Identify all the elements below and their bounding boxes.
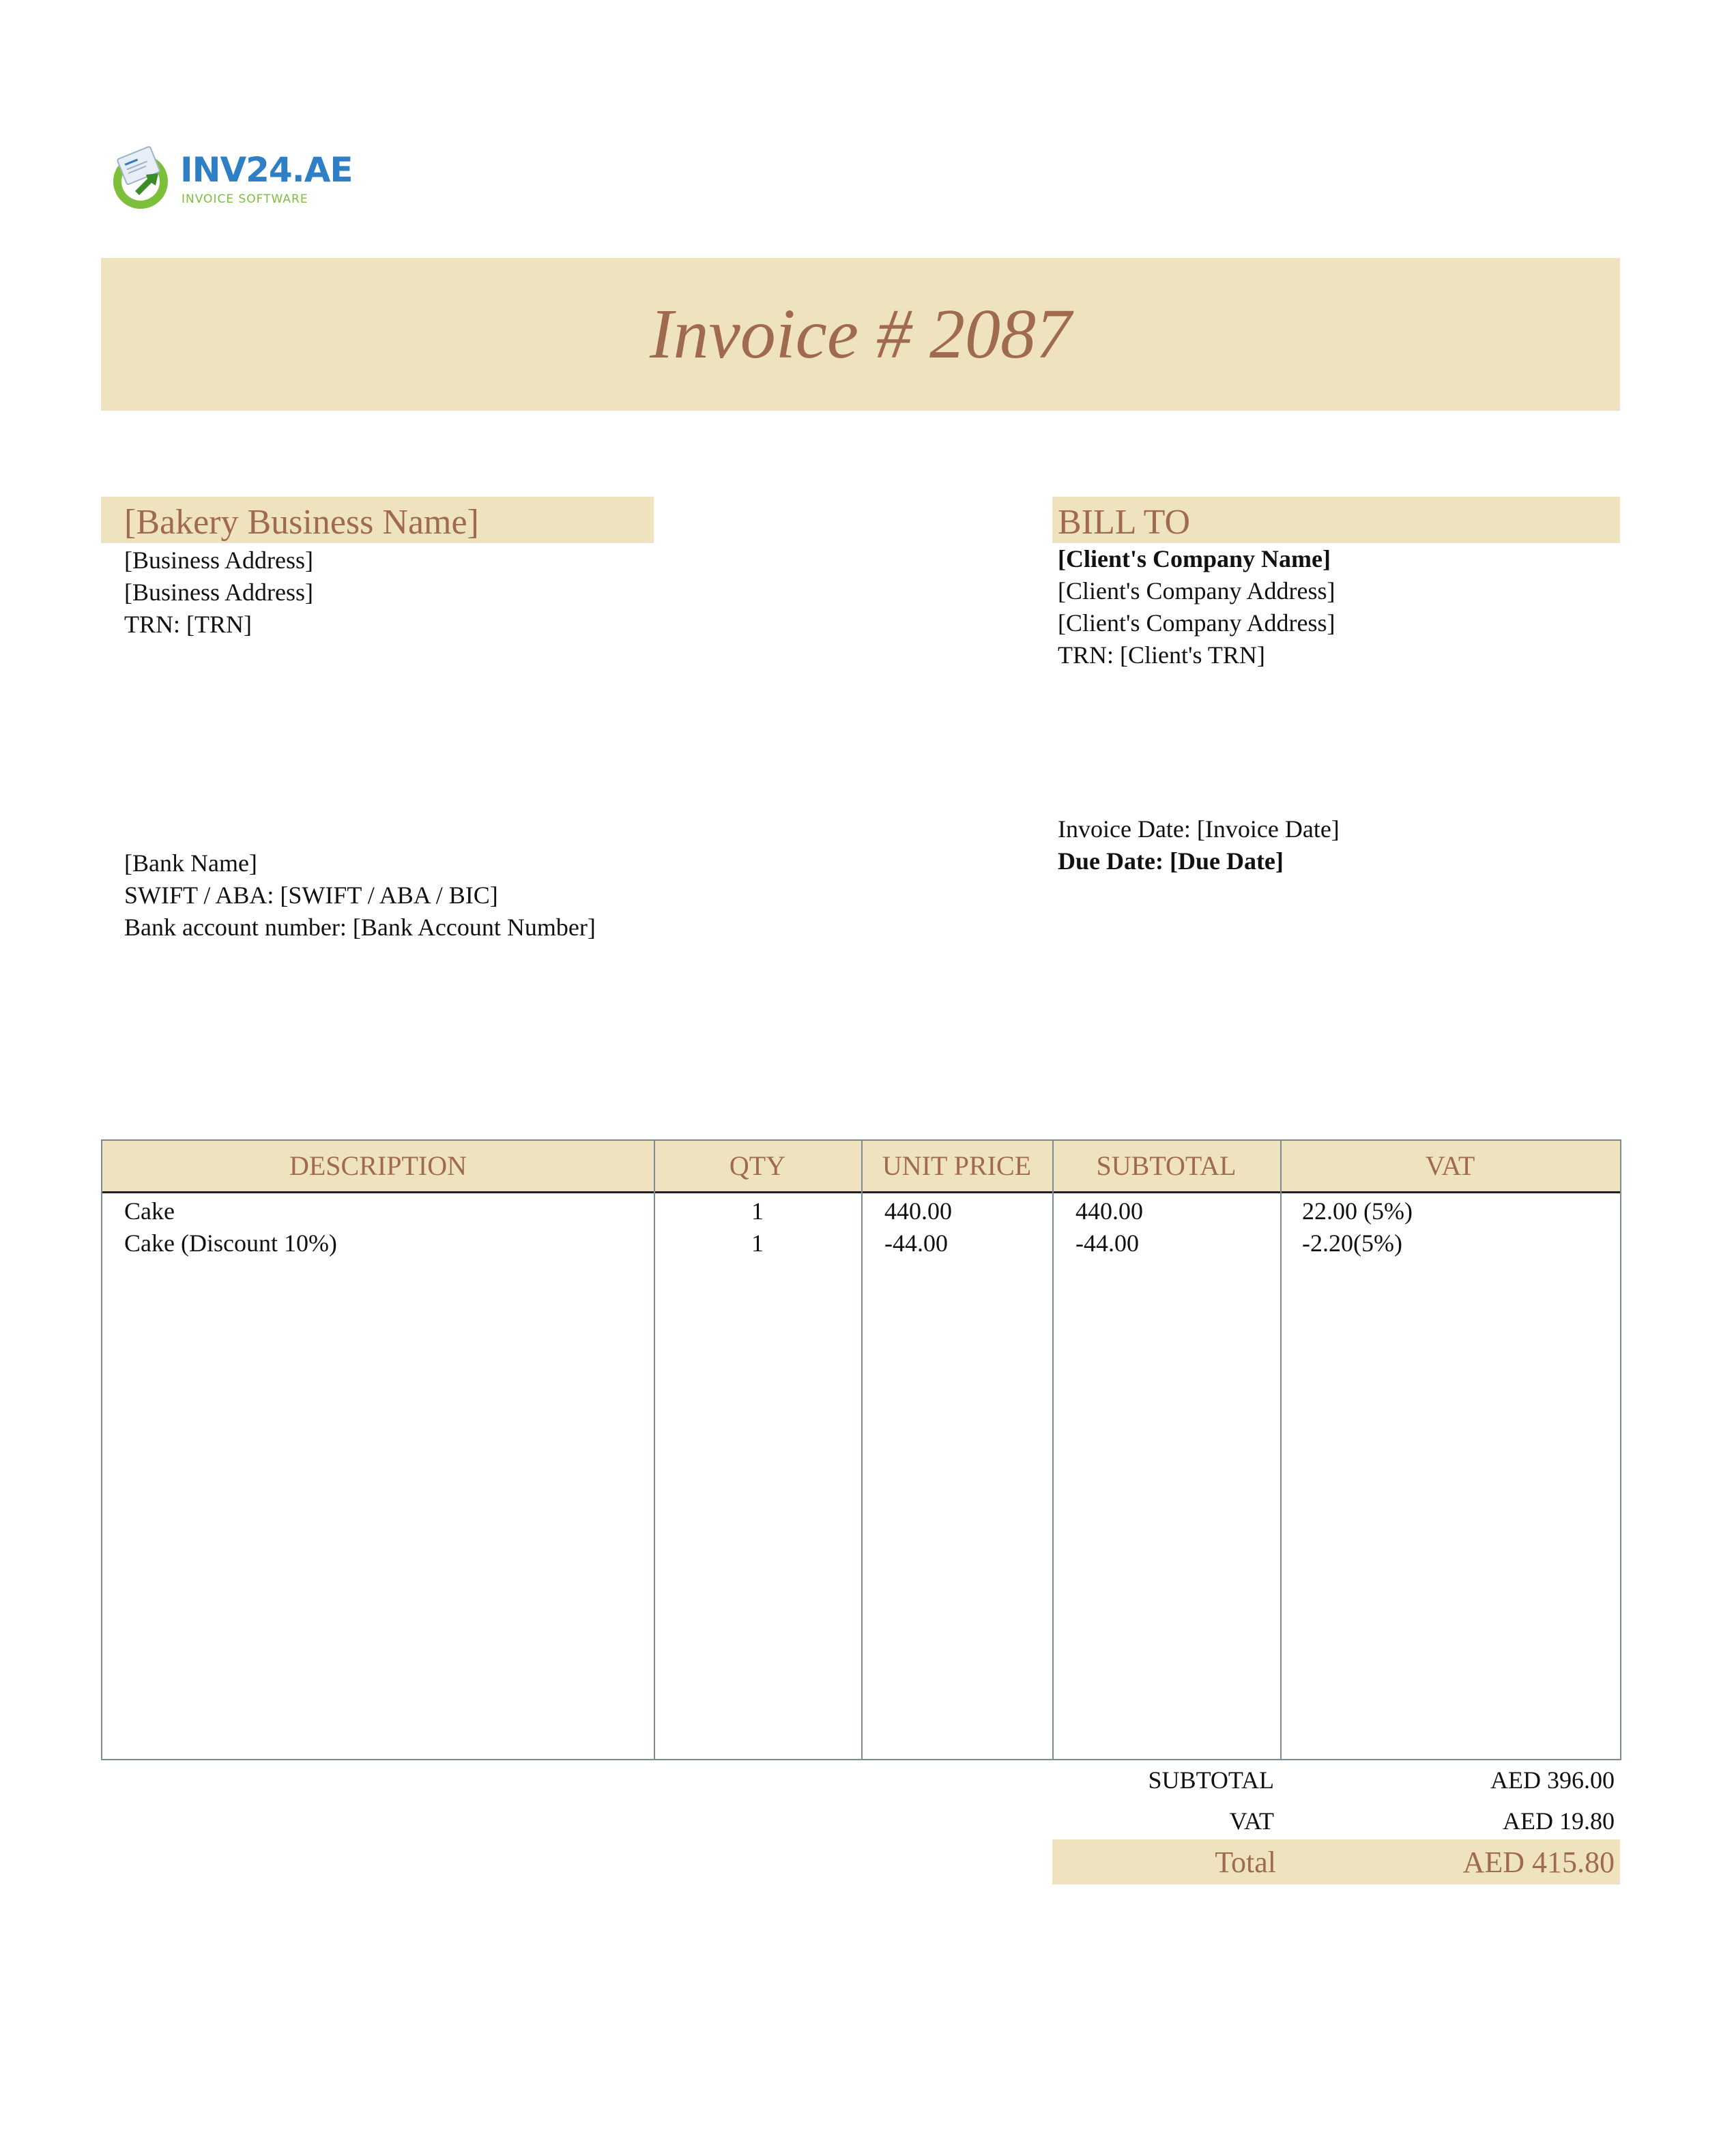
row-qty: 1 (751, 1229, 764, 1257)
client-address-line-1: [Client's Company Address] (1058, 577, 1335, 604)
row-unit-price: -44.00 (884, 1229, 948, 1257)
invoice-date-label: Invoice Date: (1058, 815, 1191, 843)
seller-address-block (124, 544, 313, 641)
subtotal-label: SUBTOTAL (1148, 1766, 1274, 1794)
row-description: Cake (124, 1197, 175, 1225)
row-subtotal: -44.00 (1075, 1229, 1139, 1257)
logo-brand: INV24.AE (180, 150, 353, 190)
due-date-row (1058, 845, 1340, 877)
subtotal-value: AED 396.00 (1490, 1766, 1615, 1794)
invoice-dates-block (1058, 813, 1340, 877)
column-divider (1280, 1141, 1282, 1759)
header-vat: VAT (1425, 1150, 1475, 1181)
invoice-date-row (1058, 813, 1340, 845)
invoice-date-value: [Invoice Date] (1196, 815, 1340, 843)
row-vat: 22.00 (5%) (1302, 1197, 1413, 1225)
due-date-value: [Due Date] (1169, 847, 1284, 875)
seller-address-line-1: [Business Address] (124, 547, 313, 574)
row-description: Cake (Discount 10%) (124, 1229, 337, 1257)
seller-address-line-2: [Business Address] (124, 579, 313, 606)
column-divider (1052, 1141, 1054, 1759)
due-date-label: Due Date: (1058, 847, 1164, 875)
logo-icon (108, 143, 176, 212)
header-description: DESCRIPTION (289, 1150, 467, 1181)
logo-tagline: INVOICE SOFTWARE (182, 192, 308, 206)
bank-name: [Bank Name] (124, 849, 257, 877)
invoice-title: Invoice # 2087 (649, 295, 1071, 373)
row-subtotal: 440.00 (1075, 1197, 1143, 1225)
column-divider (861, 1141, 863, 1759)
seller-name-header (101, 497, 654, 543)
total-label: Total (1215, 1846, 1276, 1879)
bank-swift: SWIFT / ABA: [SWIFT / ABA / BIC] (124, 882, 498, 909)
bill-to-heading: BILL TO (1058, 503, 1191, 542)
vat-label: VAT (1229, 1807, 1274, 1835)
header-qty: QTY (729, 1150, 786, 1181)
client-address-block (1058, 543, 1335, 671)
bank-account: Bank account number: [Bank Account Number] (124, 914, 596, 941)
header-subtotal: SUBTOTAL (1096, 1150, 1237, 1181)
bill-to-header (1052, 497, 1620, 543)
header-unit-price: UNIT PRICE (882, 1150, 1032, 1181)
row-unit-price: 440.00 (884, 1197, 952, 1225)
client-trn: TRN: [Client's TRN] (1058, 641, 1265, 669)
total-value: AED 415.80 (1462, 1846, 1615, 1879)
grand-total-bar (1052, 1839, 1620, 1884)
seller-name: [Bakery Business Name] (124, 503, 479, 542)
company-logo (108, 143, 353, 212)
invoice-title-banner (101, 258, 1620, 411)
row-vat: -2.20(5%) (1302, 1229, 1402, 1257)
bank-details-block (124, 847, 596, 944)
line-items-table (101, 1139, 1621, 1760)
vat-value: AED 19.80 (1503, 1807, 1615, 1835)
client-company-name: [Client's Company Name] (1058, 545, 1331, 572)
seller-trn: TRN: [TRN] (124, 611, 252, 638)
client-address-line-2: [Client's Company Address] (1058, 609, 1335, 637)
row-qty: 1 (751, 1197, 764, 1225)
